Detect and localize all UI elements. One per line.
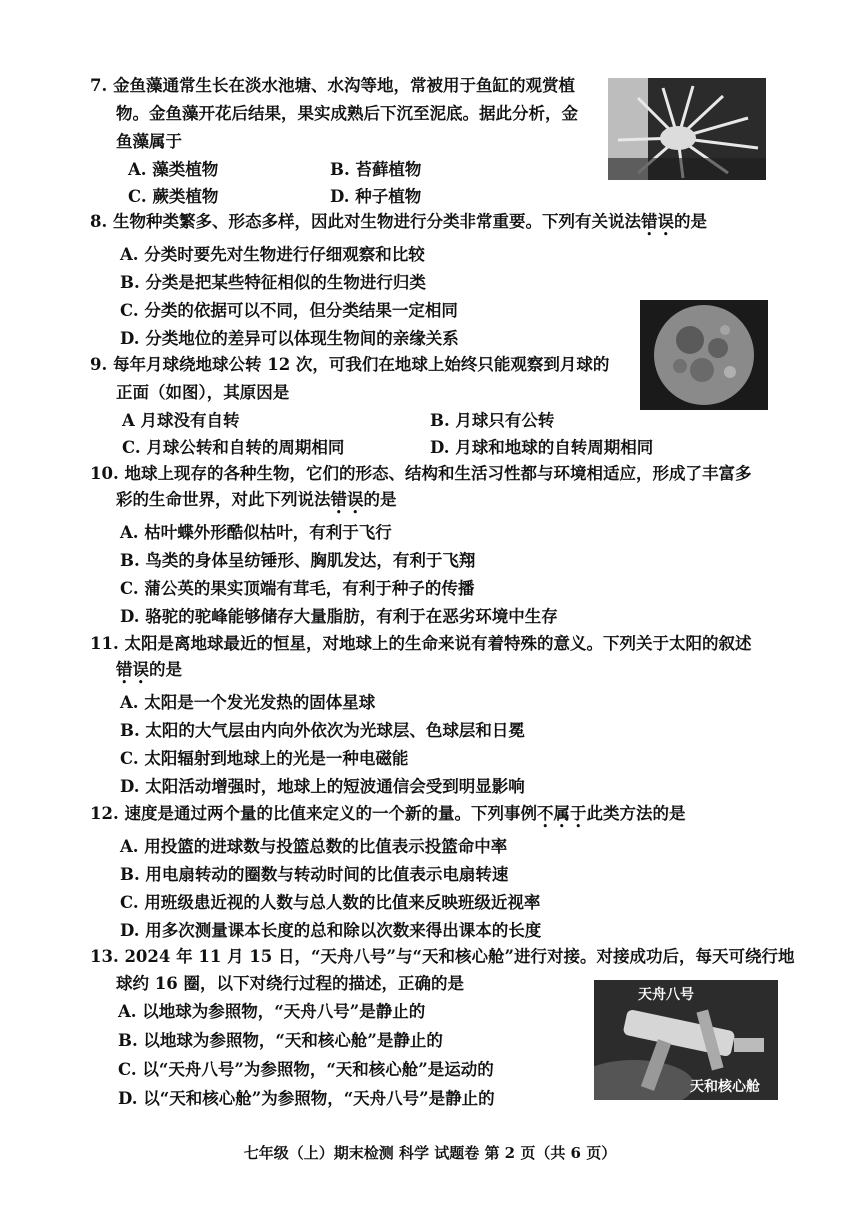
q9-option-c: C. 月球公转和自转的周期相同 — [122, 438, 345, 457]
moon-illustration — [640, 300, 768, 410]
q11-option-b: B. 太阳的大气层由内向外依次为光球层、色球层和日冕 — [120, 721, 525, 740]
q12-stem-text: 12. 速度是通过两个量的比值来定义的一个新的量。下列事例 — [90, 804, 537, 823]
q8-option-b: B. 分类是把某些特征相似的生物进行归类 — [120, 273, 426, 292]
space-station-photo — [594, 980, 778, 1100]
q11-stem-text-end: 的是 — [149, 660, 182, 679]
q11-emphasis-char: 错 — [116, 660, 133, 679]
q10-stem-text: 彩的生命世界，对此下列说法 — [116, 490, 331, 509]
q10-option-d: D. 骆驼的驼峰能够储存大量脂肪，有利于在恶劣环境中生存 — [120, 607, 558, 626]
q12-option-c: C. 用班级患近视的人数与总人数的比值来反映班级近视率 — [120, 893, 541, 912]
q10-emphasis-char: 误 — [347, 490, 364, 509]
q9-stem-line2: 正面（如图），其原因是 — [116, 383, 290, 402]
q7-option-c: C. 蕨类植物 — [128, 187, 219, 206]
q12-emphasis-char: 于 — [569, 804, 587, 823]
q12-option-a: A. 用投篮的进球数与投篮总数的比值表示投篮命中率 — [120, 837, 508, 856]
hornwort-photo — [608, 78, 766, 180]
q9-stem-line1: 9. 每年月球绕地球公转 12 次，可我们在地球上始终只能观察到月球的 — [90, 355, 610, 374]
q13-option-a: A. 以地球为参照物，“天舟八号”是静止的 — [118, 1002, 426, 1021]
tianzhou-label: 天舟八号 — [638, 987, 694, 1003]
q10-option-c: C. 蒲公英的果实顶端有茸毛，有利于种子的传播 — [120, 579, 475, 598]
q7-option-b: B. 苔藓植物 — [330, 160, 422, 179]
q8-emphasis-char: 错 — [640, 212, 658, 231]
q11-option-a: A. 太阳是一个发光发热的固体星球 — [120, 693, 376, 712]
q10-stem-text-end: 的是 — [363, 490, 397, 509]
q8-stem-text: 8. 生物种类繁多、形态多样，因此对生物进行分类非常重要。下列有关说法 — [90, 212, 641, 231]
tianhe-label: 天和核心舱 — [690, 1079, 760, 1095]
moon-photo — [640, 300, 768, 410]
q8-option-a: A. 分类时要先对生物进行仔细观察和比较 — [120, 245, 425, 264]
q8-option-d: D. 分类地位的差异可以体现生物间的亲缘关系 — [120, 329, 459, 348]
q13-option-d: D. 以“天和核心舱”为参照物，“天舟八号”是静止的 — [118, 1089, 495, 1108]
q13-stem-line2: 球约 16 圈，以下对绕行过程的描述，正确的是 — [116, 974, 464, 993]
q11-emphasis-char: 误 — [132, 660, 149, 679]
q11-option-c: C. 太阳辐射到地球上的光是一种电磁能 — [120, 749, 409, 768]
q7-stem-line2: 物。金鱼藻开花后结果，果实成熟后下沉至泥底。据此分析，金 — [116, 104, 578, 123]
q10-stem-line2 — [116, 486, 397, 514]
q11-stem-line1: 11. 太阳是离地球最近的恒星，对地球上的生命来说有着特殊的意义。下列关于太阳的叙述 — [90, 634, 752, 653]
q12-option-b: B. 用电扇转动的圈数与转动时间的比值表示电扇转速 — [120, 865, 509, 884]
q10-option-b: B. 鸟类的身体呈纺锤形、胸肌发达，有利于飞翔 — [120, 551, 476, 570]
q11-stem-line2 — [116, 656, 182, 684]
q10-stem-line1: 10. 地球上现存的各种生物，它们的形态、结构和生活习性都与环境相适应，形成了丰富多 — [90, 464, 752, 483]
q9-option-a: A 月球没有自转 — [122, 411, 240, 430]
hornwort-illustration — [608, 78, 766, 180]
q13-option-c: C. 以“天舟八号”为参照物，“天和核心舱”是运动的 — [118, 1060, 494, 1079]
q12-option-d: D. 用多次测量课本长度的总和除以次数来得出课本的长度 — [120, 921, 542, 940]
q11-option-d: D. 太阳活动增强时，地球上的短波通信会受到明显影响 — [120, 777, 525, 796]
q7-option-a: A. 藻类植物 — [128, 160, 219, 179]
q10-option-a: A. 枯叶蝶外形酷似枯叶，有利于飞行 — [120, 523, 392, 542]
q13-option-b: B. 以地球为参照物，“天和核心舱”是静止的 — [118, 1031, 443, 1050]
q12-stem-text-end: 此类方法的是 — [586, 804, 686, 823]
q7-stem-line3: 鱼藻属于 — [116, 132, 182, 151]
q9-option-b: B. 月球只有公转 — [430, 411, 555, 430]
q8-stem — [90, 208, 707, 236]
q8-emphasis-char: 误 — [657, 212, 674, 231]
q12-emphasis-char: 属 — [553, 804, 570, 823]
q10-emphasis-char: 错 — [330, 490, 347, 509]
q7-option-d: D. 种子植物 — [330, 187, 422, 206]
q9-option-d: D. 月球和地球的自转周期相同 — [430, 438, 654, 457]
q12-stem — [90, 800, 685, 828]
q13-stem-line1: 13. 2024 年 11 月 15 日，“天舟八号”与“天和核心舱”进行对接。对接成功后，每天可绕行地 — [90, 947, 795, 966]
q8-stem-text-end: 的是 — [673, 212, 707, 231]
q12-emphasis-char: 不 — [536, 804, 554, 823]
q8-option-c: C. 分类的依据可以不同，但分类结果一定相同 — [120, 301, 458, 320]
q7-stem-line1: 7. 金鱼藻通常生长在淡水池塘、水沟等地，常被用于鱼缸的观赏植 — [90, 76, 575, 95]
page-footer: 七年级（上）期末检测 科学 试题卷 第 2 页（共 6 页） — [243, 1144, 617, 1162]
